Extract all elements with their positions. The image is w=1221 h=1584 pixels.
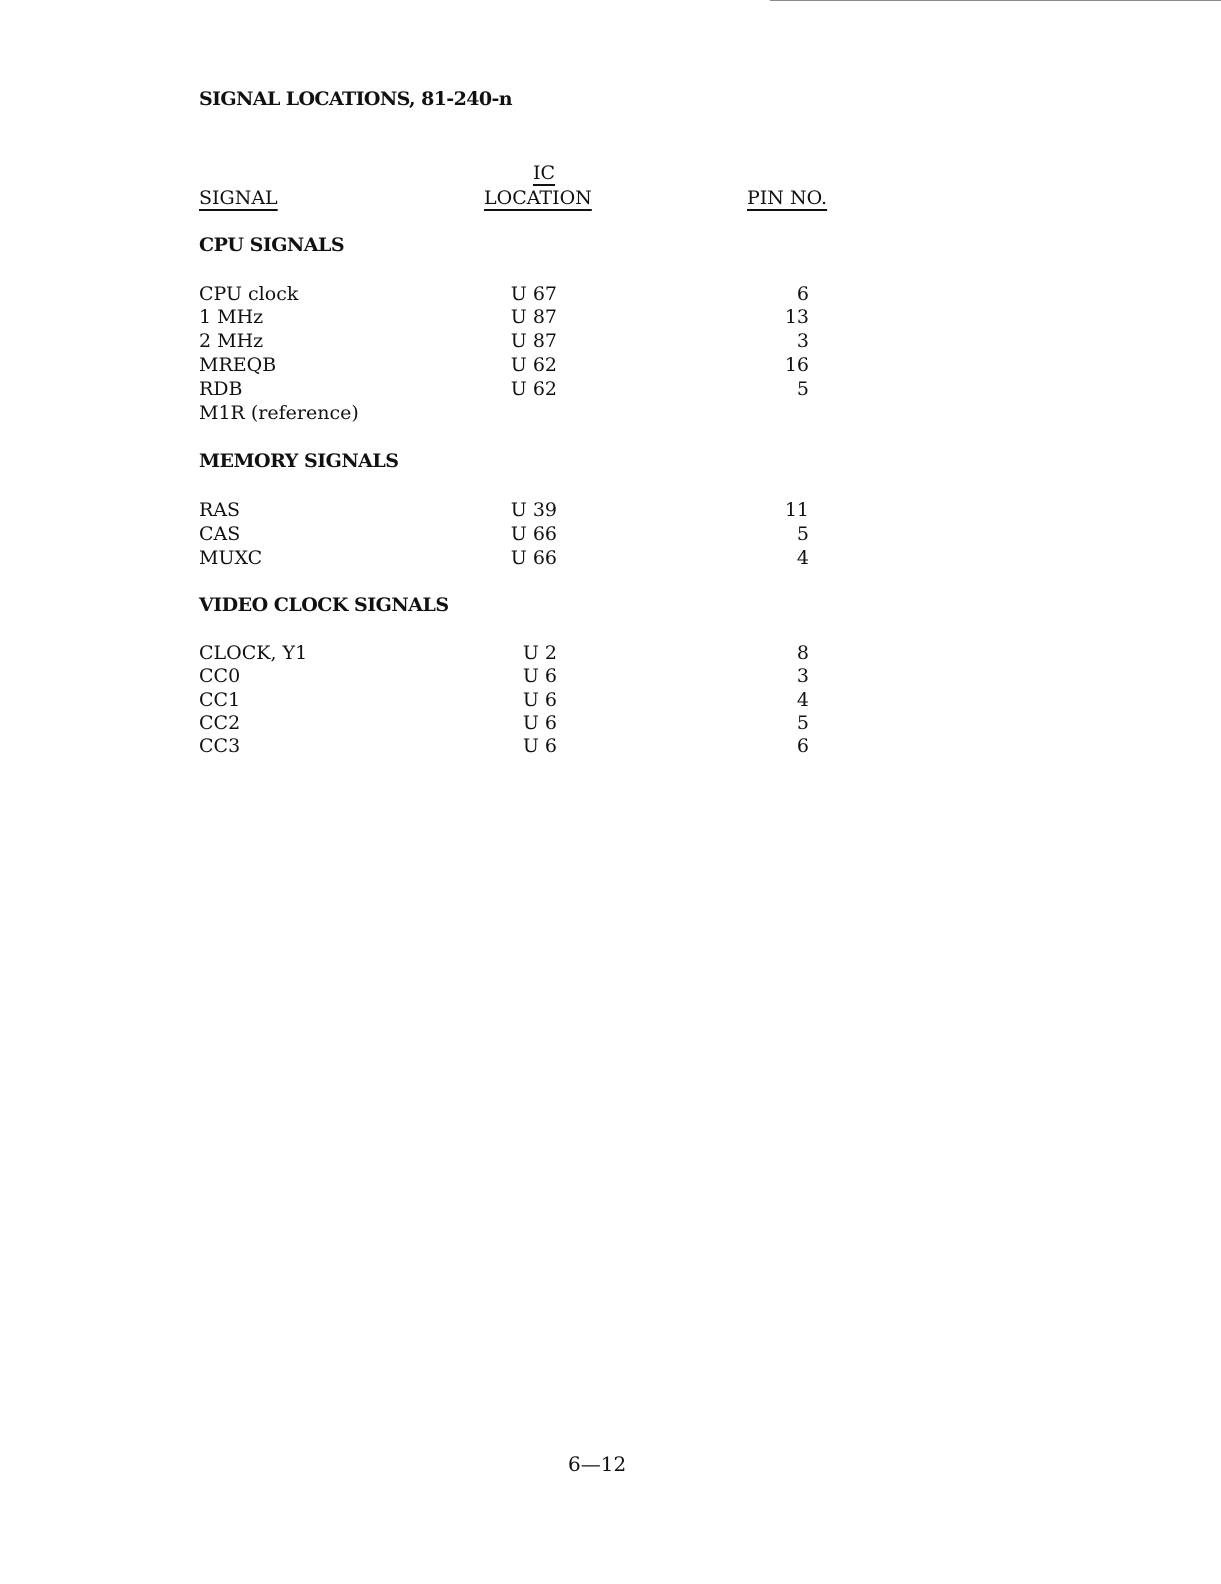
- column-header-pin-no: PIN NO.: [747, 187, 828, 209]
- table-row: [0, 641, 1221, 665]
- column-header-location: LOCATION: [484, 187, 592, 209]
- table-row: [0, 282, 1221, 306]
- ic-location: U 6: [522, 665, 557, 687]
- table-row: [0, 522, 1221, 546]
- pin-number: 16: [784, 354, 809, 376]
- ic-location: U 66: [510, 547, 557, 569]
- ic-location: U 66: [510, 523, 557, 545]
- signal-name: RAS: [199, 499, 241, 521]
- pin-number: 5: [796, 712, 809, 734]
- ic-location: U 87: [510, 306, 557, 328]
- table-row: [0, 353, 1221, 377]
- table-row: [0, 377, 1221, 401]
- signal-name: CLOCK, Y1: [199, 642, 308, 664]
- pin-number: 3: [796, 665, 809, 687]
- pin-number: 5: [796, 378, 809, 400]
- pin-number: 6: [796, 735, 809, 757]
- ic-location: U 6: [522, 735, 557, 757]
- table-row: [0, 401, 1221, 425]
- pin-number: 5: [796, 523, 809, 545]
- signal-name: CC1: [199, 689, 241, 711]
- signal-name: M1R (reference): [199, 402, 359, 424]
- pin-number: 11: [784, 499, 809, 521]
- table-row: [0, 688, 1221, 712]
- signal-name: MREQB: [199, 354, 277, 376]
- page-title: SIGNAL LOCATIONS, 81-240-n: [199, 88, 512, 110]
- section-heading-memory-signals: MEMORY SIGNALS: [199, 450, 399, 472]
- ic-location: U 87: [510, 330, 557, 352]
- signal-name: 1 MHz: [199, 306, 264, 328]
- page-number: 6—12: [568, 1452, 627, 1476]
- pin-number: 4: [796, 547, 809, 569]
- table-row: [0, 305, 1221, 329]
- signal-name: 2 MHz: [199, 330, 264, 352]
- signal-name: CPU clock: [199, 283, 299, 305]
- column-header-signal: SIGNAL: [199, 187, 278, 209]
- signal-name: MUXC: [199, 547, 263, 569]
- ic-location: U 62: [510, 378, 557, 400]
- signal-name: CAS: [199, 523, 241, 545]
- pin-number: 8: [796, 642, 809, 664]
- ic-location: U 39: [510, 499, 557, 521]
- ic-location: U 67: [510, 283, 557, 305]
- table-row: [0, 329, 1221, 353]
- section-heading-video-clock-signals: VIDEO CLOCK SIGNALS: [199, 594, 449, 616]
- page-top-rule: [770, 0, 1221, 1]
- signal-name: RDB: [199, 378, 243, 400]
- table-row: [0, 711, 1221, 735]
- ic-location: U 62: [510, 354, 557, 376]
- ic-location: U 6: [522, 689, 557, 711]
- signal-name: CC0: [199, 665, 241, 687]
- table-row: [0, 734, 1221, 758]
- ic-location: U 6: [522, 712, 557, 734]
- ic-location: U 2: [522, 642, 557, 664]
- column-header-ic: IC: [533, 162, 556, 184]
- section-heading-cpu-signals: CPU SIGNALS: [199, 234, 345, 256]
- signal-name: CC3: [199, 735, 241, 757]
- pin-number: 3: [796, 330, 809, 352]
- table-row: [0, 498, 1221, 522]
- table-row: [0, 664, 1221, 688]
- table-row: [0, 546, 1221, 570]
- pin-number: 6: [796, 283, 809, 305]
- pin-number: 13: [784, 306, 809, 328]
- pin-number: 4: [796, 689, 809, 711]
- signal-name: CC2: [199, 712, 241, 734]
